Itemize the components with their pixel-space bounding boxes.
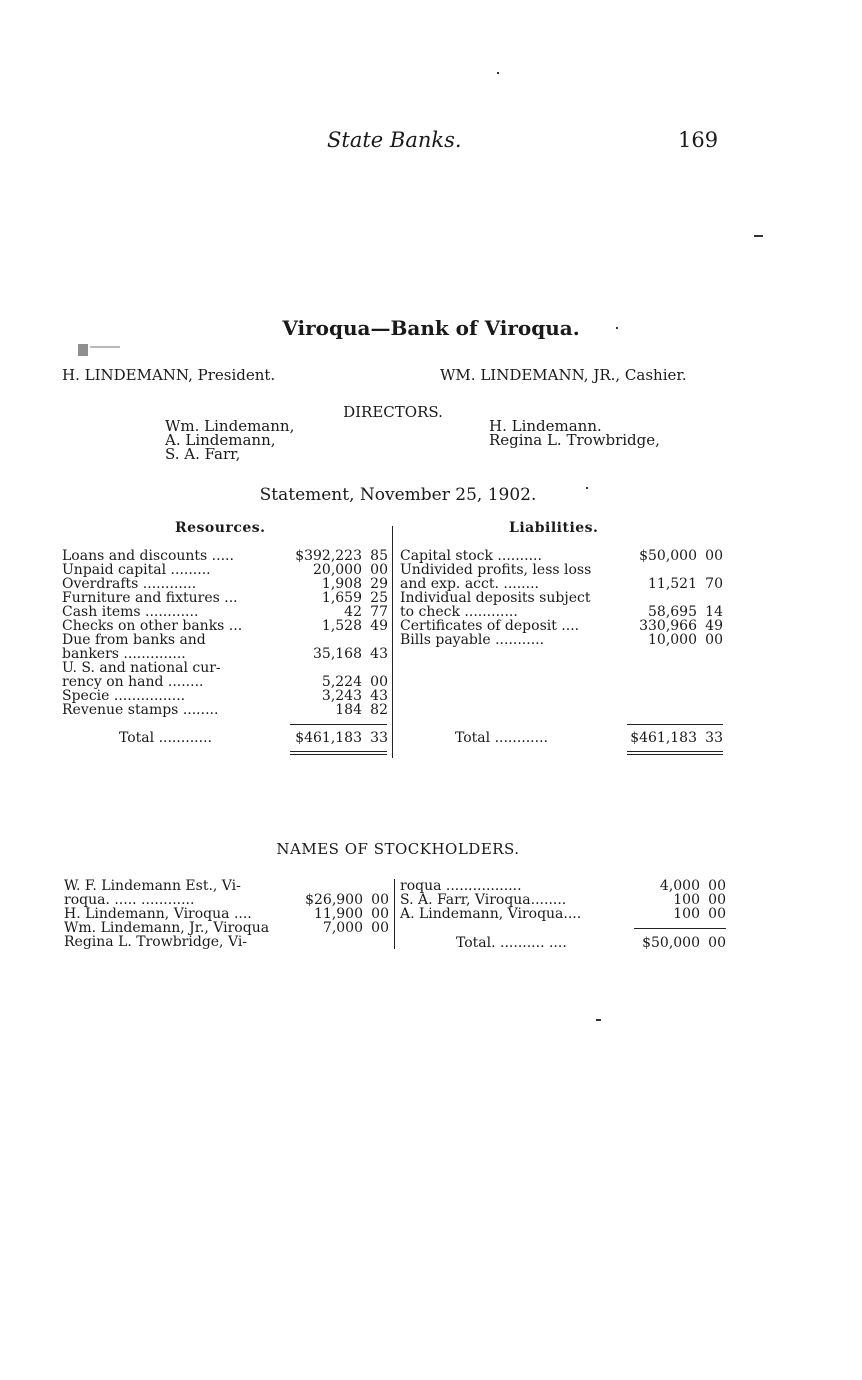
- row-amount: 35,168: [313, 646, 362, 662]
- scan-mark: [497, 72, 499, 74]
- ledger-row: [62, 647, 388, 661]
- row-amount: 1,659: [321, 590, 362, 606]
- liabilities-table: [400, 549, 723, 647]
- scan-blot: [90, 346, 120, 348]
- ledger-row: [62, 661, 388, 675]
- row-label: Wm. Lindemann, Jr., Viroqua: [64, 920, 270, 936]
- row-label: rency on hand ........: [62, 674, 204, 690]
- row-cents: 00: [370, 562, 388, 578]
- row-label: Overdrafts ............: [62, 576, 197, 592]
- stockholders-right-table: [400, 879, 726, 921]
- row-cents: 00: [371, 906, 389, 922]
- director-name: Wm. Lindemann,: [165, 417, 295, 435]
- row-label: and exp. acct. ........: [400, 576, 539, 592]
- row-amount: 100: [673, 892, 700, 908]
- directors-left-list: [165, 419, 294, 461]
- president-line: H. LINDEMANN, President.: [62, 366, 276, 384]
- liabilities-rows: [400, 549, 723, 647]
- ledger-row: [64, 893, 389, 907]
- ledger-row: [64, 921, 389, 935]
- row-amount: [278, 633, 362, 647]
- cashier-line: WM. LINDEMANN, JR., Cashier.: [440, 366, 687, 384]
- row-label: bankers ..............: [62, 646, 186, 662]
- row-amount: [278, 661, 362, 675]
- directors-heading: DIRECTORS.: [343, 403, 443, 421]
- row-cents: 00: [705, 548, 723, 564]
- row-label: Individual deposits subject: [400, 590, 591, 606]
- row-label: Specie ................: [62, 688, 186, 704]
- row-cents: 82: [370, 702, 388, 718]
- row-amount: 11,521: [648, 576, 697, 592]
- ledger-row: [62, 619, 388, 633]
- resources-rows: [62, 549, 388, 717]
- row-cents: 43: [370, 646, 388, 662]
- row-amount: $26,900: [305, 892, 363, 908]
- row-label: roqua. ..... ............: [64, 892, 195, 908]
- stockholders-right-rows: [400, 879, 726, 921]
- ledger-row: [400, 605, 723, 619]
- ledger-row: [62, 577, 388, 591]
- row-cents: 49: [370, 618, 388, 634]
- ledger-row: [64, 935, 389, 949]
- row-cents: 00: [371, 892, 389, 908]
- row-label: W. F. Lindemann Est., Vi-: [64, 878, 241, 894]
- row-amount: 42: [344, 604, 362, 620]
- row-label: roqua .................: [400, 878, 522, 894]
- row-label: Unpaid capital .........: [62, 562, 211, 578]
- ledger-row: [400, 549, 723, 563]
- row-label: U. S. and national cur-: [62, 660, 221, 676]
- row-label: Regina L. Trowbridge, Vi-: [64, 934, 248, 950]
- row-cents: 00: [708, 878, 726, 894]
- row-cents: 70: [705, 576, 723, 592]
- row-amount: $50,000: [639, 548, 697, 564]
- row-label: Undivided profits, less loss: [400, 562, 592, 578]
- row-amount: 58,695: [648, 604, 697, 620]
- row-amount: 1,908: [321, 576, 362, 592]
- directors-right-list: [489, 419, 660, 447]
- row-amount: [302, 879, 363, 893]
- row-cents: 00: [705, 632, 723, 648]
- liabilities-double-rule-top: [627, 751, 723, 752]
- row-label: Due from banks and: [62, 632, 206, 648]
- resources-double-rule-top: [290, 751, 387, 752]
- director-name: Regina L. Trowbridge,: [489, 431, 660, 449]
- row-cents: [697, 563, 723, 577]
- resources-heading: Resources.: [175, 520, 266, 536]
- row-label: Capital stock ..........: [400, 548, 542, 564]
- row-label: Loans and discounts .....: [62, 548, 234, 564]
- row-label: Bills payable ...........: [400, 632, 545, 648]
- row-cents: 00: [708, 892, 726, 908]
- ledger-row: [400, 577, 723, 591]
- row-amount: 20,000: [313, 562, 362, 578]
- scan-blot: [78, 344, 88, 356]
- liabilities-total-cents: 33: [705, 730, 723, 746]
- row-label: Revenue stamps ........: [62, 702, 219, 718]
- ledger-row: [400, 591, 723, 605]
- row-cents: 85: [370, 548, 388, 564]
- row-label: Furniture and fixtures ...: [62, 590, 238, 606]
- ledger-row: [62, 689, 388, 703]
- row-amount: 100: [673, 906, 700, 922]
- stockholders-total-rule: [634, 928, 726, 929]
- row-amount: 3,243: [321, 688, 362, 704]
- liabilities-heading: Liabilities.: [509, 520, 599, 536]
- running-title: State Banks.: [327, 128, 462, 152]
- row-amount: [302, 935, 363, 949]
- stockholders-left-table: [64, 879, 389, 949]
- stockholders-heading: NAMES OF STOCKHOLDERS.: [276, 840, 520, 858]
- liabilities-total-label: Total ............: [455, 730, 548, 746]
- row-amount: 1,528: [321, 618, 362, 634]
- ledger-row: [62, 591, 388, 605]
- row-cents: [362, 661, 388, 675]
- ledger-row: [62, 605, 388, 619]
- row-amount: $392,223: [295, 548, 362, 564]
- ledger-row: [400, 563, 723, 577]
- ledger-row: [400, 633, 723, 647]
- ledger-row: [62, 563, 388, 577]
- stockholders-divider: [394, 879, 395, 949]
- ledger-row: [62, 703, 388, 717]
- scan-mark: [754, 235, 763, 237]
- row-amount: 10,000: [648, 632, 697, 648]
- stockholders-total-label: Total. .......... ....: [456, 935, 567, 951]
- resources-total-amount: $461,183: [295, 730, 362, 746]
- resources-total-label: Total ............: [119, 730, 212, 746]
- row-label: Certificates of deposit ....: [400, 618, 580, 634]
- row-amount: 11,900: [314, 906, 363, 922]
- row-label: S. A. Farr, Viroqua........: [400, 892, 567, 908]
- ledger-row: [400, 619, 723, 633]
- row-amount: 5,224: [321, 674, 362, 690]
- ledger-row: [62, 549, 388, 563]
- resources-total-rule: [290, 724, 387, 725]
- ledger-row: [62, 675, 388, 689]
- ledger-row: [400, 893, 726, 907]
- row-label: A. Lindemann, Viroqua....: [400, 906, 582, 922]
- row-amount: [616, 563, 697, 577]
- resources-table: [62, 549, 388, 717]
- ledger-row: [62, 633, 388, 647]
- resources-double-rule-bottom: [290, 754, 387, 755]
- page-number: 169: [678, 128, 719, 152]
- scan-mark: [596, 1019, 601, 1021]
- row-cents: 00: [708, 906, 726, 922]
- statement-date: Statement, November 25, 1902.: [259, 485, 537, 505]
- row-cents: 14: [705, 604, 723, 620]
- row-label: Cash items ............: [62, 604, 199, 620]
- stockholders-total-cents: 00: [708, 935, 726, 951]
- row-cents: 25: [370, 590, 388, 606]
- row-cents: 00: [370, 674, 388, 690]
- row-cents: 49: [705, 618, 723, 634]
- row-amount: 4,000: [659, 878, 700, 894]
- row-cents: [363, 935, 389, 949]
- liabilities-total-amount: $461,183: [630, 730, 697, 746]
- ledger-row: [400, 907, 726, 921]
- stockholders-left-rows: [64, 879, 389, 949]
- director-name: S. A. Farr,: [165, 445, 241, 463]
- liabilities-double-rule-bottom: [627, 754, 723, 755]
- director-name: A. Lindemann,: [165, 431, 276, 449]
- row-amount: [616, 591, 697, 605]
- row-label: to check ............: [400, 604, 518, 620]
- resources-total-cents: 33: [370, 730, 388, 746]
- row-label: H. Lindemann, Viroqua ....: [64, 906, 252, 922]
- ledger-row: [400, 879, 726, 893]
- row-amount: 7,000: [322, 920, 363, 936]
- row-cents: 00: [371, 920, 389, 936]
- liabilities-total-rule: [627, 724, 723, 725]
- row-cents: [363, 879, 389, 893]
- ledger-row: [64, 907, 389, 921]
- row-cents: [697, 591, 723, 605]
- row-cents: 29: [370, 576, 388, 592]
- row-cents: 43: [370, 688, 388, 704]
- bank-title: Viroqua—Bank of Viroqua.: [282, 316, 580, 340]
- row-label: Checks on other banks ...: [62, 618, 243, 634]
- ledger-row: [64, 879, 389, 893]
- row-cents: 77: [370, 604, 388, 620]
- column-divider: [392, 526, 393, 758]
- row-amount: 184: [335, 702, 362, 718]
- scan-mark: [616, 327, 618, 329]
- row-cents: [362, 633, 388, 647]
- director-name: H. Lindemann.: [489, 417, 602, 435]
- stockholders-total-amount: $50,000: [642, 935, 700, 951]
- row-amount: 330,966: [639, 618, 697, 634]
- scan-mark: [586, 487, 588, 489]
